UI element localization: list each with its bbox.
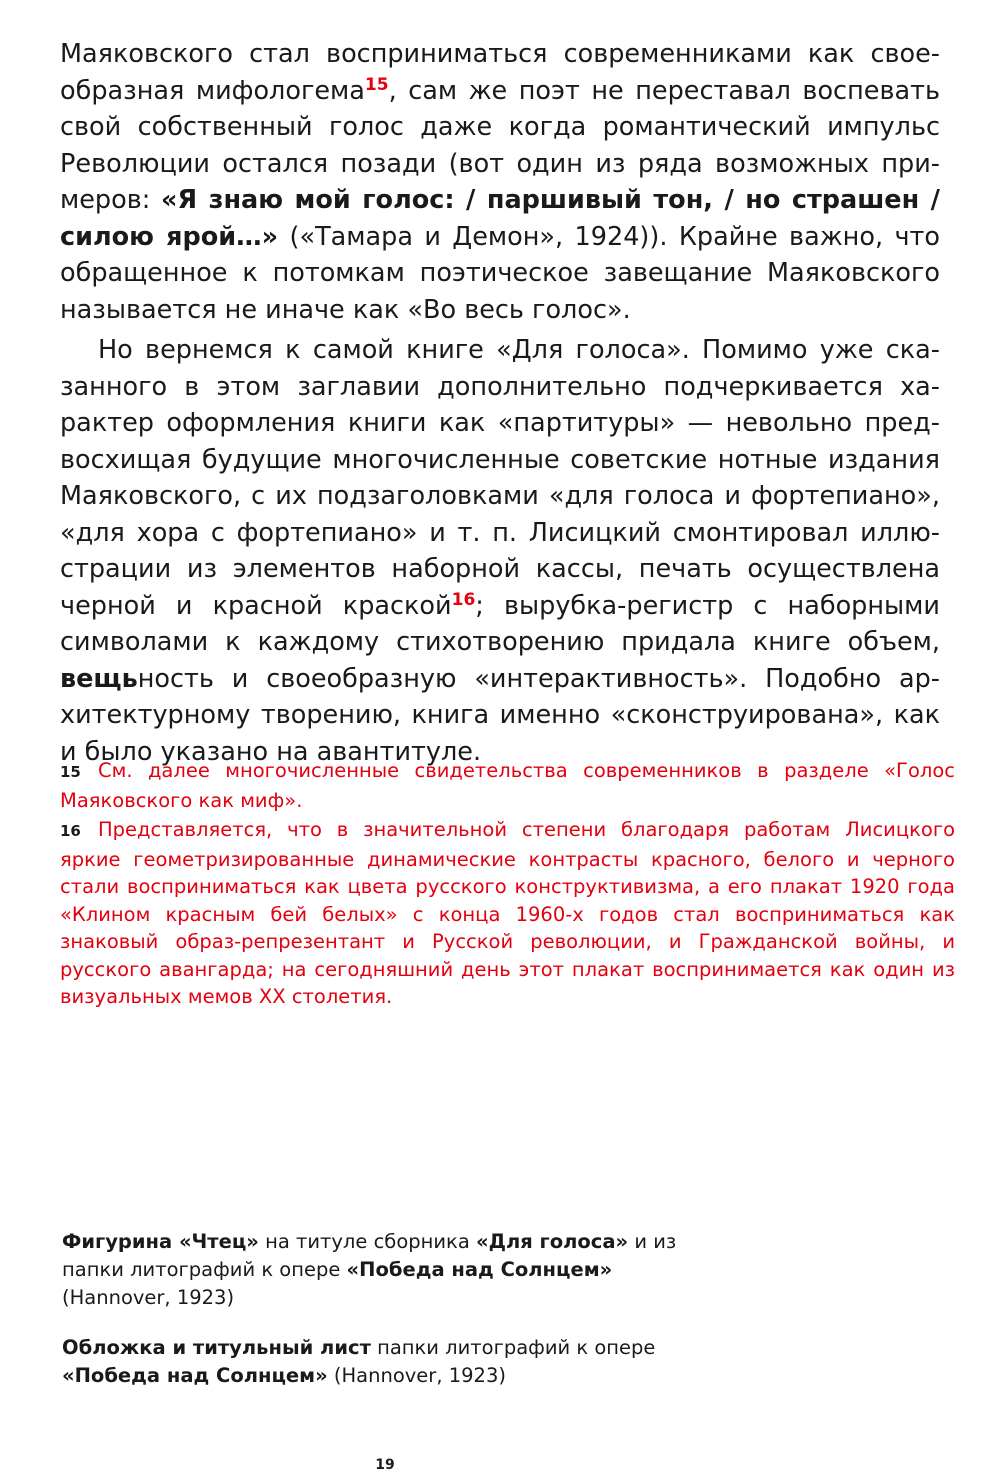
text-run: («Тамара и Демон», 1924)). Крайне важно, что обращенное к потомкам поэтическое завещание Маяковского называется не иначе как «Во весь голос». [60,221,940,325]
page-number: 19 [375,1457,395,1473]
footnote-number: 16 [60,822,81,840]
text-run: ность и своеобразную «интерактивность». Подобно архитектурному творению, книга именно «сконструирована», как и было указано на авантитуле. [60,663,940,767]
caption-bold: Обложка и титульный лист [62,1336,371,1359]
paragraph-1 [60,36,940,328]
footnote-16 [60,816,955,1011]
text-run: , сам же поэт не переставал воспевать свой собственный голос даже когда романтический импульс Революции остался позади (вот один из ряда возможных примеров: [60,75,940,215]
caption-bold: «Победа над Солнцем» [346,1258,613,1281]
footnote-15 [60,757,955,814]
text-run: ; вырубка-регистр с наборными символами к каждому стихотворению придала книге объем, [60,590,940,657]
caption-text: папки литографий к опере [370,1336,656,1359]
bold-quote: «Я знаю мой голос: / паршивый тон, / но страшен / силою ярой…» [60,185,940,252]
caption-1 [62,1228,702,1312]
footnote-number: 15 [60,763,81,781]
caption-text: на титуле сборника [258,1230,476,1253]
footnote-ref-15[interactable]: 15 [364,74,389,95]
text-run: Но вернемся к самой книге «Для голоса». Помимо уже сказанного в этом заглавии дополнительно подчеркивается характер оформления книги как «партитуры» — невольно предвосхищая будущие многочисленные советские нотные издания Маяковского, с их подзаголовками «для голоса и фортепиано», «для хора с фортепиано» и т. п. Лисицкий смонтировал иллюстрации из элементов наборной кассы, печать осуществлена черной и красной краской [60,335,940,621]
caption-text: (Hannover, 1923) [327,1364,506,1387]
bold-word: вещь [60,663,138,694]
caption-2 [62,1334,702,1390]
footnote-text: См. далее многочисленные свидетельства современников в разделе «Голос Маяковского как миф». [60,759,955,812]
paragraph-2 [60,332,940,770]
footnote-ref-16[interactable]: 16 [451,589,476,610]
caption-bold: Фигурина «Чтец» [62,1230,259,1253]
footnote-text: Представляется, что в значительной степени благодаря работам Лисицкого яркие геометризированные динамические контрасты красного, белого и черного стали восприниматься как цвета русского конструктивизма, а его плакат 1920 года «Клином красным бей белых» с конца 1960-х годов стал восприниматься как знаковый образ-репрезентант и Русской революции, и Гражданской войны, и русского авангарда; на сегодняшний день этот плакат воспринимается как один из визуальных мемов XX столетия. [60,818,955,1008]
main-text [60,36,940,770]
image-captions [62,1228,702,1412]
caption-bold: «Победа над Солнцем» [62,1364,328,1387]
caption-text: и из папки литографий к опере [62,1230,677,1281]
text-run: Маяковского стал восприниматься современниками как своеобразная мифологема [60,39,940,106]
caption-text: (Hannover, 1923) [62,1286,235,1309]
footnotes [60,757,955,1013]
caption-bold: «Для голоса» [475,1230,629,1253]
